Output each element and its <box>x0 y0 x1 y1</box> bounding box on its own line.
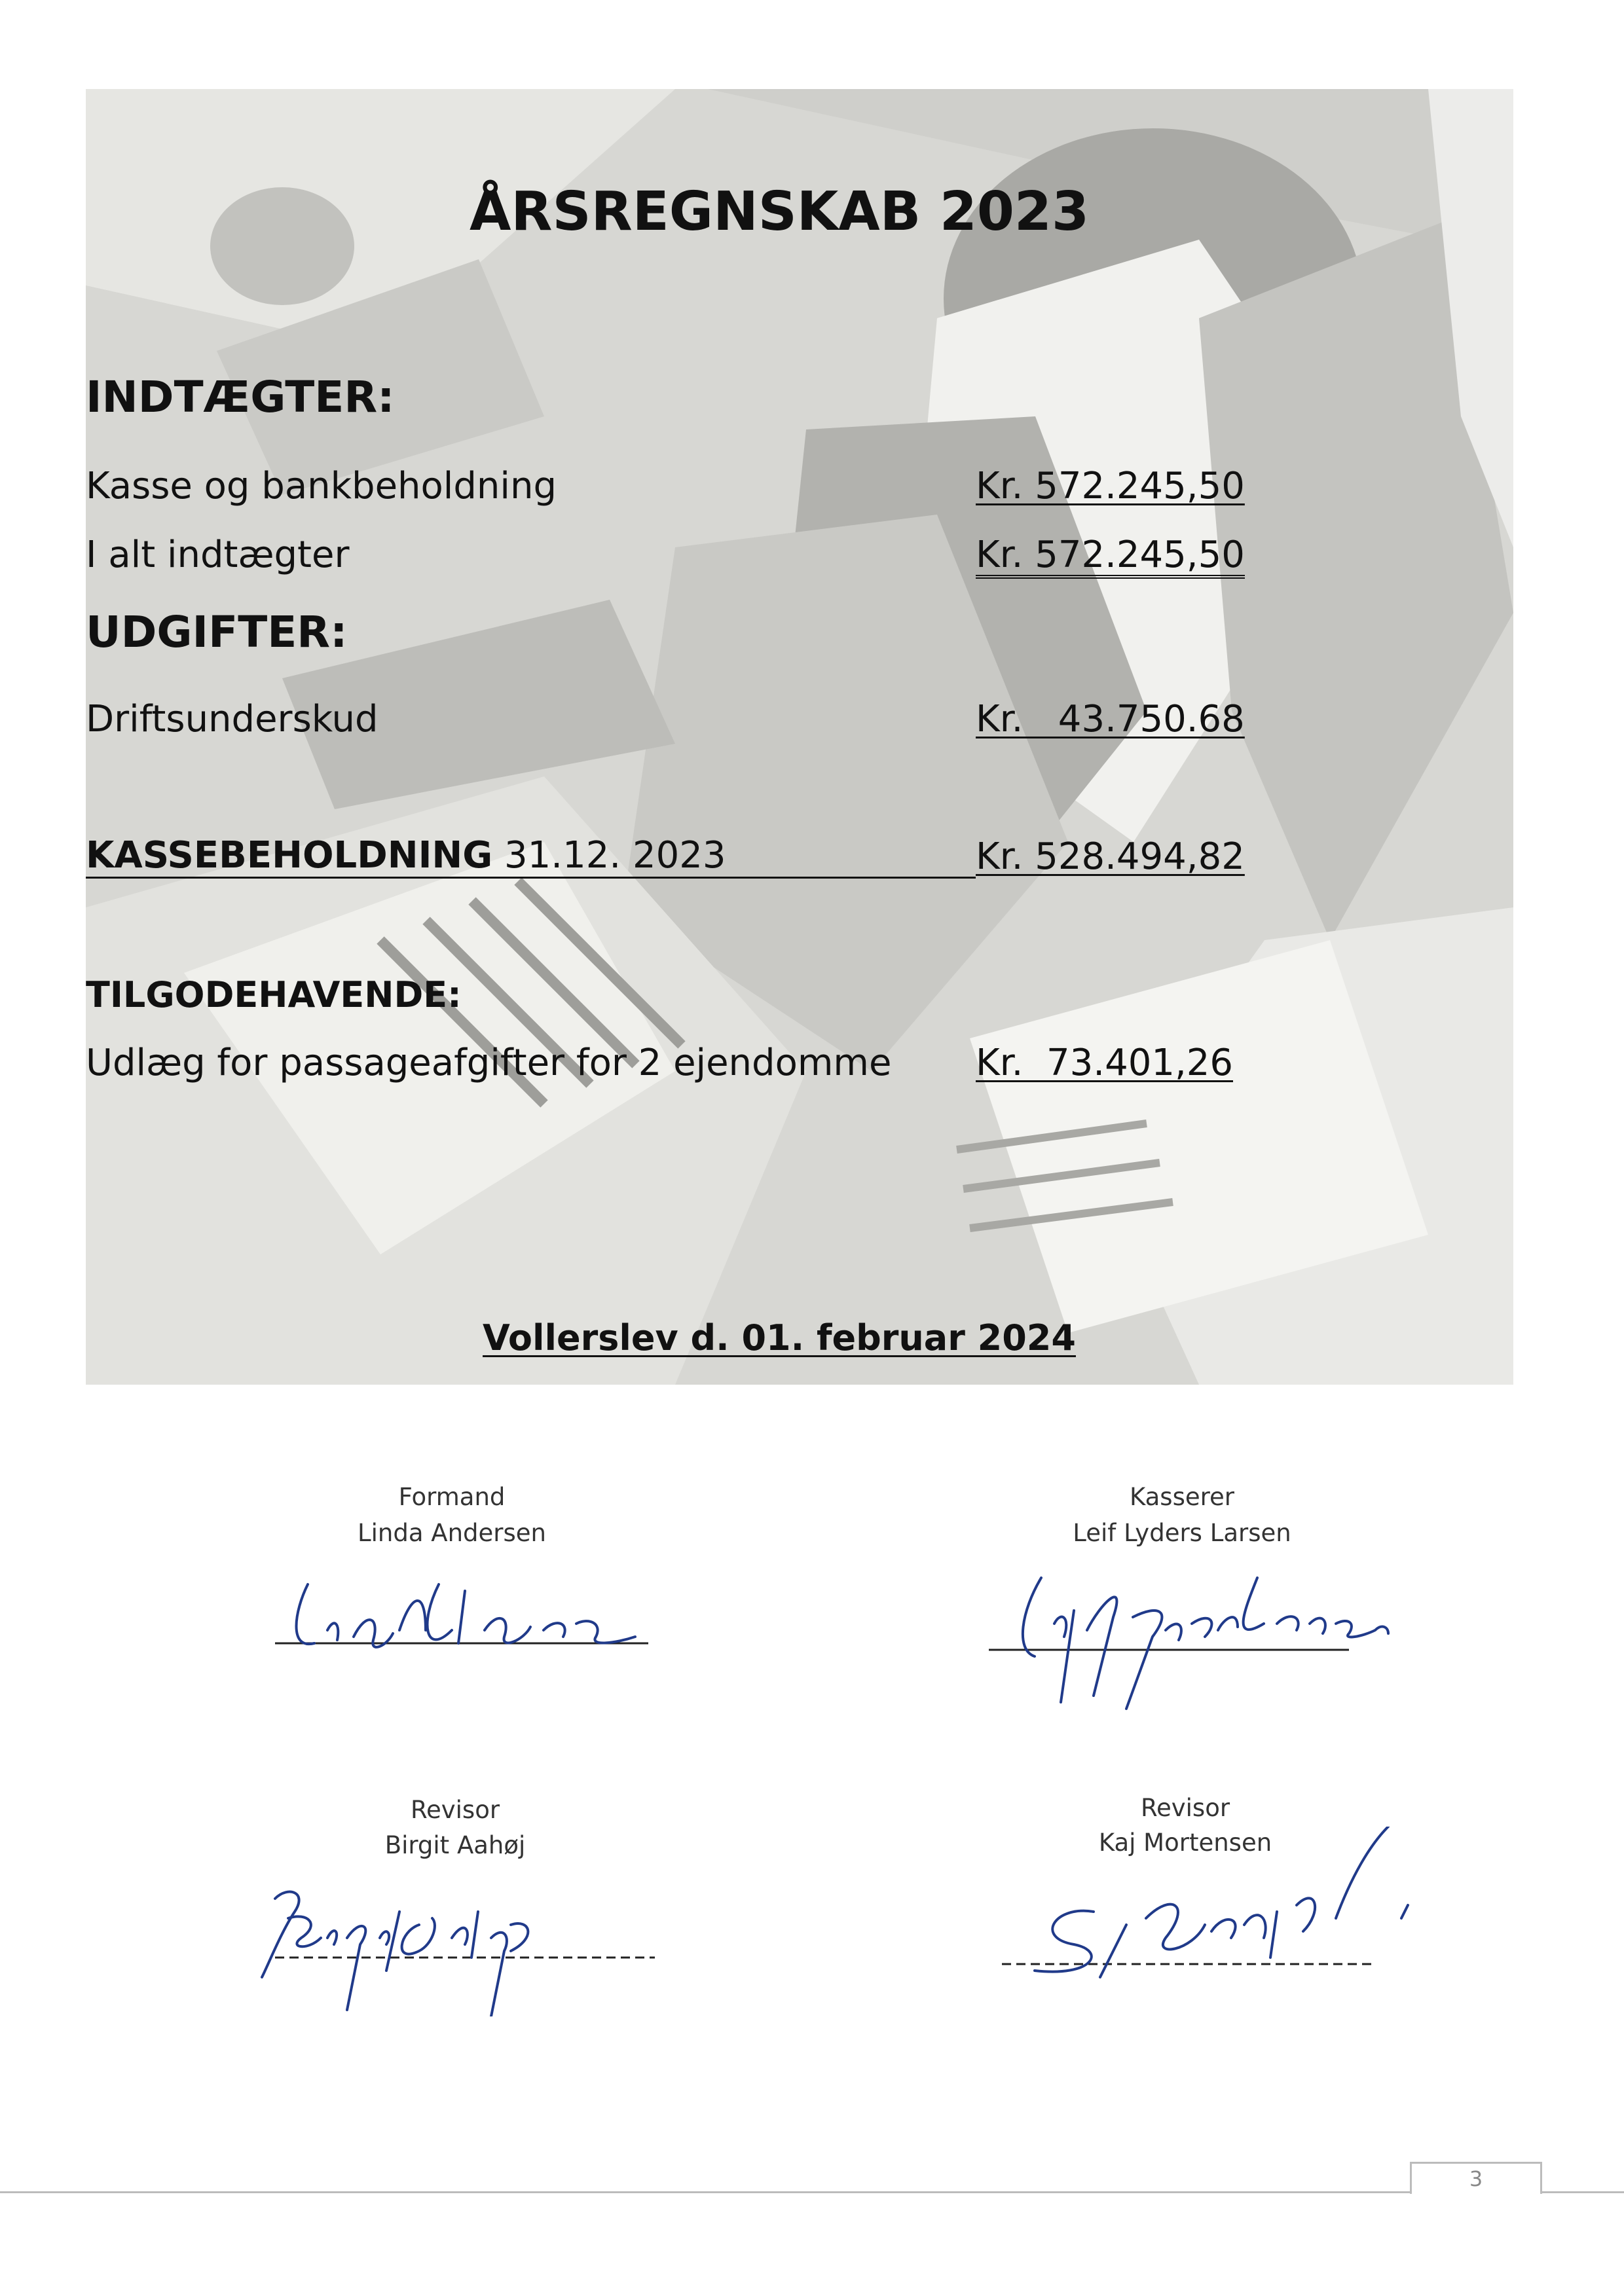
balance-label <box>86 835 976 879</box>
signature-2-role: Kasserer <box>1130 1483 1234 1511</box>
place-date: Vollerslev d. 01. februar 2024 <box>483 1317 1076 1358</box>
income-row-label: Kasse og bankbeholdning <box>86 465 557 507</box>
signature-4-handwriting <box>995 1827 1467 1997</box>
signature-1-role: Formand <box>398 1483 506 1511</box>
balance-label-bold: KASSEBEHOLDNING <box>86 834 493 877</box>
page-number: 3 <box>1410 2162 1542 2194</box>
income-heading: INDTÆGTER: <box>86 372 395 422</box>
receivables-row-label: Udlæg for passageafgifter for 2 ejendomme <box>86 1042 892 1084</box>
signature-3-role: Revisor <box>410 1796 500 1824</box>
balance-amount: Kr. 528.494,82 <box>976 835 1245 878</box>
signature-1-handwriting <box>268 1558 688 1663</box>
signature-3-handwriting <box>249 1872 668 2016</box>
income-total-amount: Kr. 572.245,50 <box>976 534 1245 579</box>
signature-1-name: Linda Andersen <box>358 1519 546 1547</box>
signature-3-name: Birgit Aahøj <box>384 1831 526 1859</box>
expenses-heading: UDGIFTER: <box>86 607 348 657</box>
signature-2-name: Leif Lyders Larsen <box>1073 1519 1291 1547</box>
income-total-label: I alt indtægter <box>86 534 350 576</box>
receivables-row-amount: Kr. 73.401,26 <box>976 1042 1234 1084</box>
signature-2-handwriting <box>982 1552 1454 1722</box>
signature-4-role: Revisor <box>1140 1794 1230 1822</box>
document-title: ÅRSREGNSKAB 2023 <box>469 181 1090 243</box>
income-row-amount: Kr. 572.245,50 <box>976 465 1245 507</box>
expenses-row-label: Driftsunderskud <box>86 698 378 740</box>
expenses-row-amount: Kr. 43.750.68 <box>976 698 1245 740</box>
signature-4-name: Kaj Mortensen <box>1098 1829 1272 1857</box>
footer-rule <box>0 2191 1624 2193</box>
balance-label-date: 31.12. 2023 <box>492 834 726 877</box>
receivables-heading: TILGODEHAVENDE: <box>86 974 462 1015</box>
